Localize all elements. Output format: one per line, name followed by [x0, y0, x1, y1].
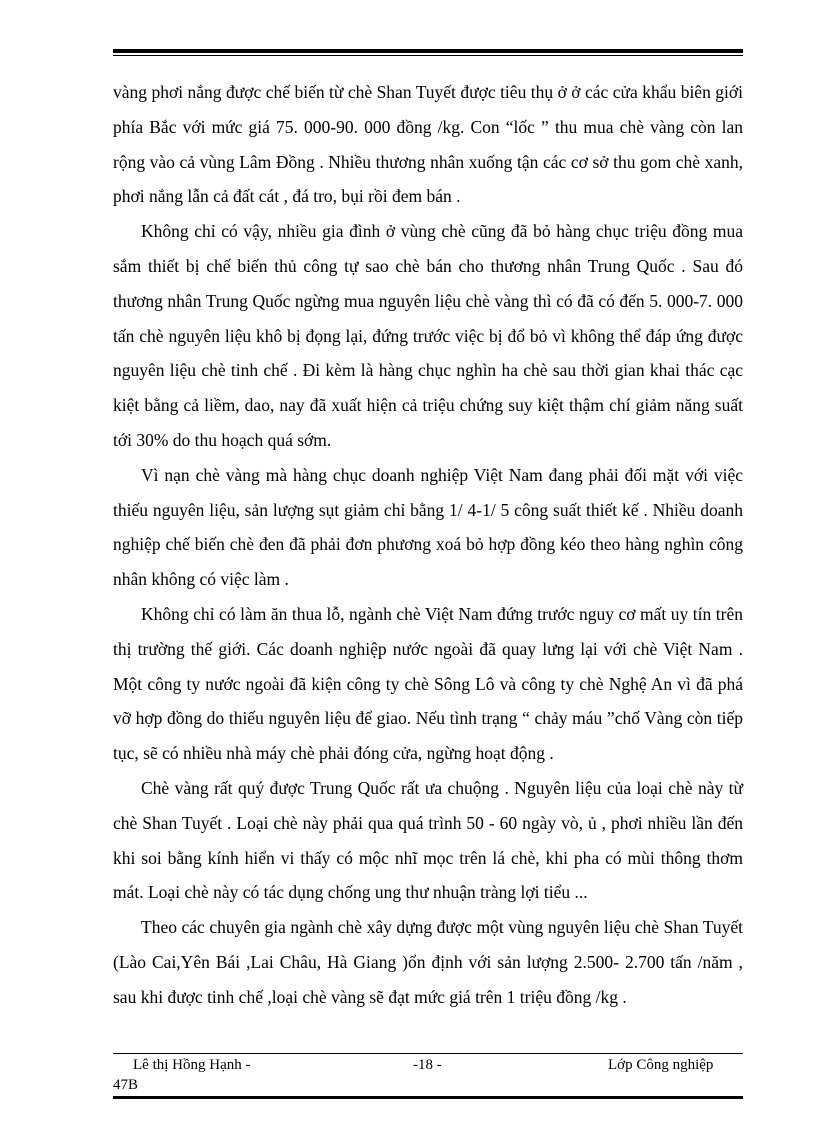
header-rule-thin	[113, 55, 743, 56]
paragraph-5: Chè vàng rất quý được Trung Quốc rất ưa chuộng . Nguyên liệu của loại chè này từ chè Shan Tuyết . Loại chè này phải qua quá trình 50 - 60 ngày vò, ủ , phơi nhiều lần đến khi soi bằng kính hiển vi thấy có mộc nhĩ mọc trên lá chè, khi pha có mùi thông thơm mát. Loại chè này có tác dụng chống ung thư nhuận tràng lợi tiểu ...	[113, 777, 743, 903]
footer-author	[113, 1055, 273, 1095]
footer-author-name: Lê thị Hồng Hạnh -	[133, 1057, 251, 1073]
footer-rule	[113, 1053, 743, 1054]
paragraph-1: vàng phơi nắng được chế biến từ chè Shan Tuyết được tiêu thụ ở ở các cửa khẩu biên giới phía Bắc với mức giá 75. 000-90. 000 đồng /kg. Con “lốc ” thu mua chè vàng còn lan rộng vào cả vùng Lâm Đồng . Nhiều thương nhân xuống tận các cơ sở thu gom chè xanh, phơi nắng lẫn cả đất cát , đá tro, bụi rồi đem bán .	[113, 82, 743, 207]
footer-rule-thick	[113, 1096, 743, 1099]
header-rule-thick	[113, 49, 743, 53]
page-footer	[113, 1055, 743, 1115]
footer-page-number: -18 -	[413, 1057, 442, 1073]
footer-class-name: Lớp Công nghiệp	[608, 1057, 714, 1073]
document-body	[113, 75, 743, 1015]
paragraph-2: Không chỉ có vậy, nhiều gia đình ở vùng chè cũng đã bỏ hàng chục triệu đồng mua sắm thiết bị chế biến thủ công tự sao chè bán cho thương nhân Trung Quốc . Sau đó thương nhân Trung Quốc ngừng mua nguyên liệu chè vàng thì có đã có đến 5. 000-7. 000 tấn chè nguyên liệu khô bị đọng lại, đứng trước việc bị đổ bỏ vì không thể đáp ứng được nguyên liệu chè tinh chế . Đi kèm là hàng chục nghìn ha chè sau thời gian khai thác cạc kiệt bằng cả liềm, dao, nay đã xuất hiện cả triệu chứng suy kiệt thậm chí giảm năng suất tới 30% do thu hoạch quá sớm.	[113, 221, 743, 450]
paragraph-6: Theo các chuyên gia ngành chè xây dựng được một vùng nguyên liệu chè Shan Tuyết (Lào Cai,Yên Bái ,Lai Châu, Hà Giang )ổn định với sản lượng 2.500- 2.700 tấn /năm , sau khi được tinh chế ,loại chè vàng sẽ đạt mức giá trên 1 triệu đồng /kg .	[113, 917, 743, 1007]
paragraph-4: Không chỉ có làm ăn thua lỗ, ngành chè Việt Nam đứng trước nguy cơ mất uy tín trên thị trường thế giới. Các doanh nghiệp nước ngoài đã quay lưng lại với chè Việt Nam . Một công ty nước ngoài đã kiện công ty chè Sông Lô và công ty chè Nghệ An vì đã phá vỡ hợp đồng do thiếu nguyên liệu để giao. Nếu tình trạng “ chảy máu ”chố Vàng còn tiếp tục, sẽ có nhiều nhà máy chè phải đóng cửa, ngừng hoạt động .	[113, 603, 743, 764]
footer-author-cohort: 47B	[113, 1077, 139, 1093]
paragraph-3: Vì nạn chè vàng mà hàng chục doanh nghiệp Việt Nam đang phải đối mặt với việc thiếu nguyên liệu, sản lượng sụt giảm chỉ bằng 1/ 4-1/ 5 công suất thiết kế . Nhiều doanh nghiệp chế biến chè đen đã phải đơn phương xoá bỏ hợp đồng kéo theo hàng nghìn công nhân không có việc làm .	[113, 464, 743, 590]
